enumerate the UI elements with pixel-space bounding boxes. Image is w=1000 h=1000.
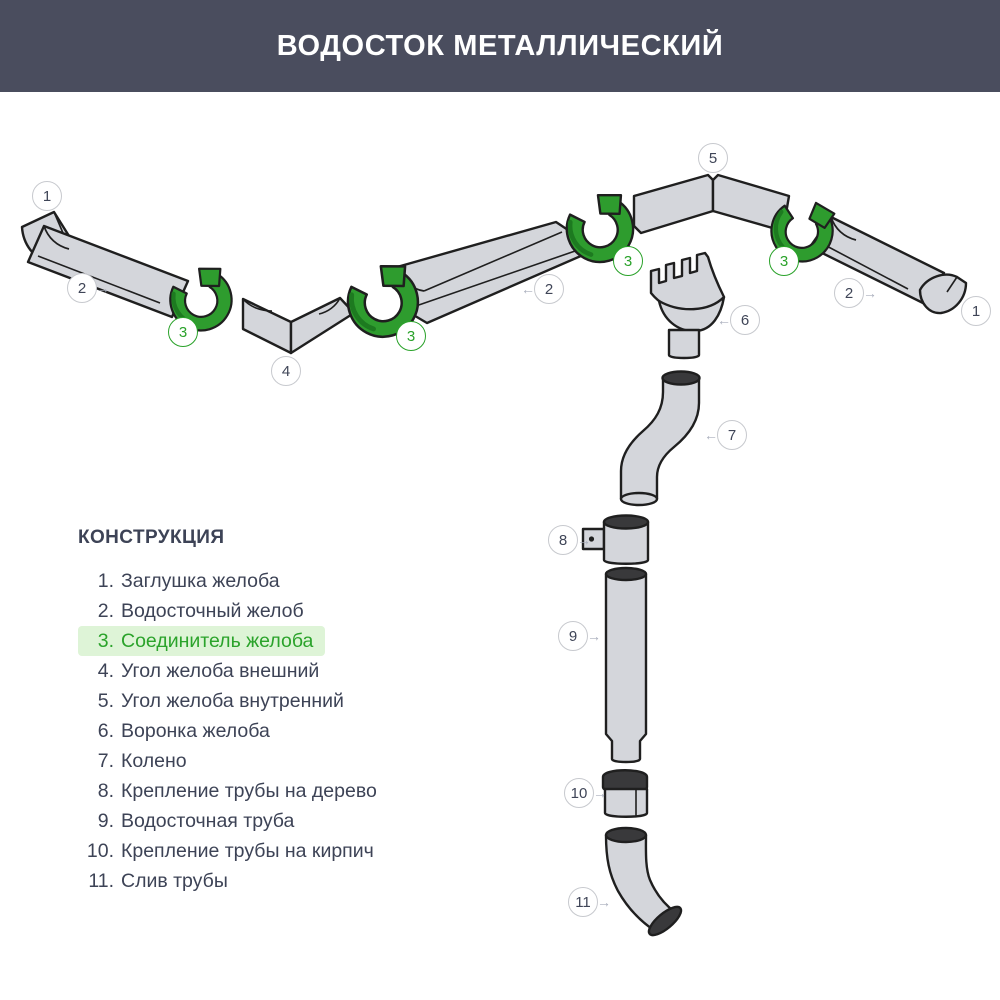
list-item [78,626,325,656]
item-number: 9. [97,809,114,832]
gutter-end-cap-right [920,275,966,313]
callout-arrow-right: → [593,785,607,801]
list-item [78,716,282,746]
item-number: 1. [97,569,114,592]
callout-3: 3 [168,317,198,347]
item-number: 4. [97,659,114,682]
callout-6: 6 [730,305,760,335]
item-number: 8. [97,779,114,802]
item-number: 10. [86,839,114,862]
callout-3: 3 [769,246,799,276]
callout-arrow-left: ← [521,281,535,297]
callout-11: 11 [568,887,598,917]
callout-arrow-right: → [577,532,591,548]
list-item [78,656,331,686]
list-item [78,746,199,776]
gutter-channel-middle [397,222,590,323]
item-number: 5. [97,689,114,712]
list-item [78,686,356,716]
item-label: Водосточный желоб [121,599,304,622]
pipe-outlet [606,828,685,940]
item-label: Угол желоба внешний [121,659,320,682]
callout-arrow-right: → [863,285,877,301]
item-label: Воронка желоба [121,719,270,742]
gutter-channel-left [28,226,188,317]
callout-1: 1 [32,181,62,211]
item-label: Крепление трубы на кирпич [121,839,374,862]
callout-10: 10 [564,778,594,808]
downpipe [606,568,646,762]
item-label: Соединитель желоба [121,629,314,652]
callout-arrow-left: ← [717,312,731,328]
callout-9: 9 [558,621,588,651]
legend [78,527,389,896]
item-label: Слив трубы [121,869,228,892]
item-label: Колено [121,749,187,772]
legend-title: КОНСТРУКЦИЯ [78,527,225,548]
list-item [78,836,386,866]
list-item [78,806,306,836]
callout-4: 4 [271,356,301,386]
callout-arrow-left: ← [704,427,718,443]
callout-arrow-right: → [597,894,611,910]
callout-3: 3 [396,321,426,351]
item-number: 3. [97,629,114,652]
pipe-bracket-wood [583,516,648,564]
callout-2: 2 [67,273,97,303]
item-label: Крепление трубы на дерево [121,779,377,802]
item-number: 7. [97,749,114,772]
callout-8: 8 [548,525,578,555]
callout-1: 1 [961,296,991,326]
outer-corner-piece [243,298,354,353]
list-item [78,866,240,896]
item-number: 2. [97,599,114,622]
pipe-bracket-brick [603,770,647,817]
list-item [78,596,316,626]
callout-2: 2 [834,278,864,308]
list-item [78,566,292,596]
item-number: 11. [88,869,114,892]
item-label: Водосточная труба [121,809,295,832]
item-label: Заглушка желоба [121,569,280,592]
page-title: ВОДОСТОК МЕТАЛЛИЧЕСКИЙ [276,29,724,62]
callout-arrow-right: → [587,628,601,644]
item-number: 6. [97,719,114,742]
legend-rows [78,566,389,896]
callout-2: 2 [534,274,564,304]
inner-corner-piece [634,175,789,233]
callout-5: 5 [698,143,728,173]
callout-7: 7 [717,420,747,450]
callout-arrow-right: → [96,280,110,296]
funnel [651,253,724,358]
elbow [621,372,700,506]
list-item [78,776,389,806]
callout-3: 3 [613,246,643,276]
item-label: Угол желоба внутренний [121,689,344,712]
